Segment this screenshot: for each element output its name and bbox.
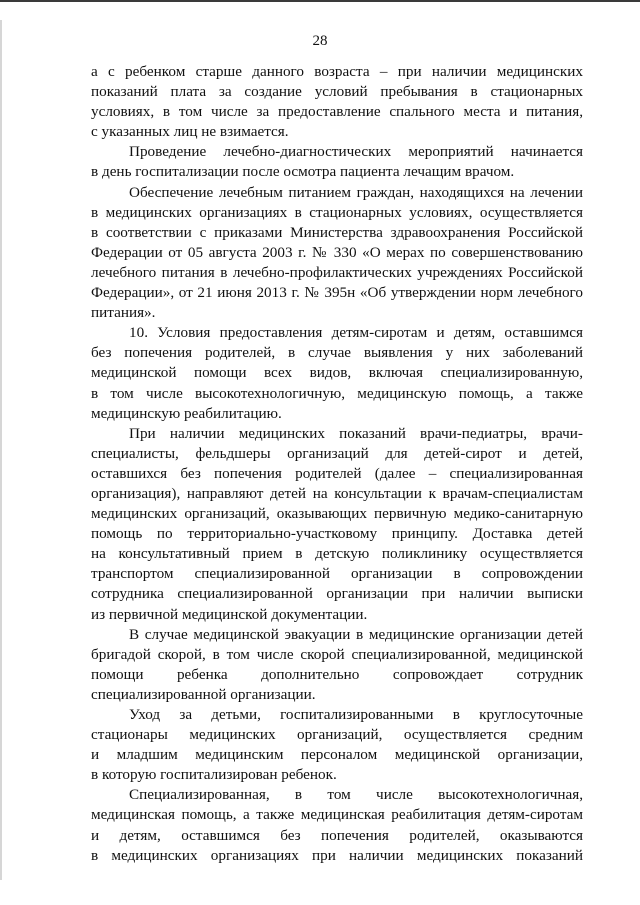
- text-line: в том числе высокотехнологичную, медицинскую помощь, а также: [91, 384, 583, 402]
- text-line: из первичной медицинской документации.: [91, 605, 368, 623]
- text-line: помощи ребенка дополнительно сопровождает сотрудник: [91, 665, 583, 683]
- text-line: Проведение лечебно-диагностических мероприятий начинается: [129, 143, 583, 161]
- paragraph: [91, 625, 583, 705]
- paragraph: [91, 705, 583, 785]
- text-line: 10. Условия предоставления детям-сиротам и детям, оставшимся: [129, 324, 583, 342]
- text-line: помощь по территориально-участковому принципу. Доставка детей: [91, 525, 583, 543]
- text-line: медицинской помощи всех видов, включая специализированную,: [91, 364, 583, 382]
- text-line: При наличии медицинских показаний врачи-педиатры, врачи-: [129, 424, 583, 442]
- paragraph: [91, 785, 583, 865]
- text-line: в медицинских организациях при наличии медицинских показаний: [91, 846, 583, 864]
- text-line: Федерации», от 21 июня 2013 г. № 395н «Об утверждении норм лечебного: [91, 284, 583, 302]
- document-body: [91, 62, 583, 866]
- paragraph: [91, 62, 583, 142]
- text-line: в которую госпитализирован ребенок.: [91, 766, 337, 784]
- page-number: 28: [312, 33, 328, 49]
- text-line: медицинскую реабилитацию.: [91, 404, 282, 422]
- text-line: питания».: [91, 304, 156, 322]
- text-line: Специализированная, в том числе высокотехнологичная,: [129, 786, 583, 804]
- text-line: медицинская помощь, а также медицинская реабилитация детям-сиротам: [91, 806, 583, 824]
- text-line: в медицинских организациях в стационарных условиях, осуществляется: [91, 203, 583, 221]
- text-line: в день госпитализации после осмотра пациента лечащим врачом.: [91, 163, 515, 181]
- text-line: с указанных лиц не взимается.: [91, 123, 289, 141]
- paragraph: [91, 142, 583, 182]
- paragraph: [91, 424, 583, 625]
- text-line: медицинских организаций, оказывающих первичную медико-санитарную: [91, 505, 583, 523]
- text-line: транспортом специализированной организации в сопровождении: [91, 565, 583, 583]
- text-line: Федерации от 05 августа 2003 г. № 330 «О мерах по совершенствованию: [91, 243, 583, 261]
- text-line: в соответствии с приказами Министерства здравоохранения Российской: [91, 223, 583, 241]
- text-line: Уход за детьми, госпитализированными в круглосуточные: [129, 706, 583, 723]
- text-line: оставшихся без попечения родителей (далее – специализированная: [91, 464, 583, 482]
- text-line: бригадой скорой, в том числе скорой специализированной, медицинской: [91, 645, 583, 663]
- text-line: стационары медицинских организаций, осуществляется средним: [91, 726, 583, 744]
- paragraph: [91, 323, 583, 423]
- text-line: сотрудника специализированной организации при наличии выписки: [91, 585, 583, 603]
- text-line: и младшим медицинским персоналом медицинской организации,: [91, 746, 583, 764]
- text-line: на консультативный прием в детскую поликлинику осуществляется: [91, 545, 583, 563]
- scan-edge-left: [0, 20, 2, 880]
- text-line: специалисты, фельдшеры организаций для детей-сирот и детей,: [91, 444, 583, 462]
- scan-edge-top: [0, 0, 640, 2]
- text-line: Обеспечение лечебным питанием граждан, находящихся на лечении: [129, 183, 583, 201]
- text-line: а с ребенком старше данного возраста – при наличии медицинских: [91, 63, 583, 80]
- text-line: показаний плата за создание условий пребывания в стационарных: [91, 83, 583, 101]
- text-line: специализированной организации.: [91, 685, 316, 703]
- paragraph: [91, 183, 583, 324]
- text-line: условиях, в том числе за предоставление спального места и питания,: [91, 103, 583, 121]
- text-line: организация), направляют детей на консультации к врачам-специалистам: [91, 484, 583, 502]
- text-line: и детям, оставшимся без попечения родителей, оказываются: [91, 826, 583, 844]
- text-line: лечебного питания в лечебно-профилактических учреждениях Российской: [91, 263, 583, 281]
- text-line: без попечения родителей, в случае выявления у них заболеваний: [91, 344, 583, 362]
- text-line: В случае медицинской эвакуации в медицинские организации детей: [129, 625, 583, 643]
